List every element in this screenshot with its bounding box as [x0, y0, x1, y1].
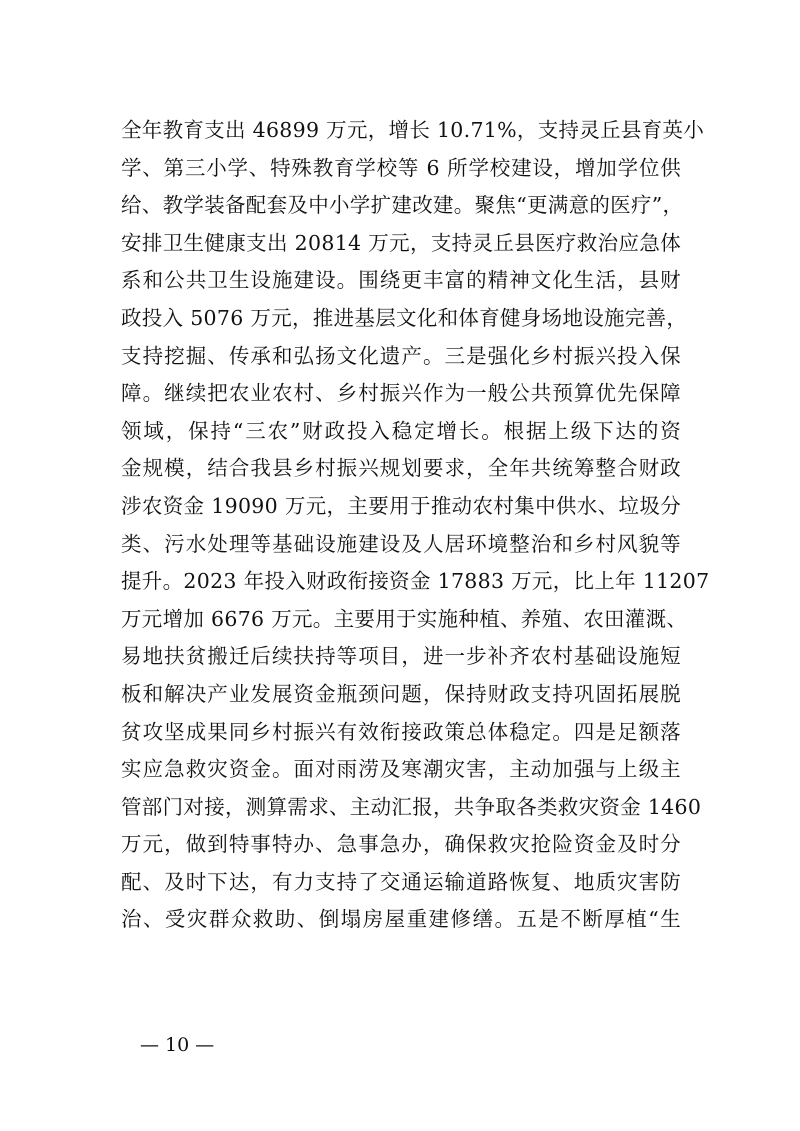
text-line: 全年教育支出 46899 万元，增长 10.71%，支持灵丘县育英小 — [121, 118, 705, 142]
text-line: 管部门对接，测算需求、主动汇报，共争取各类救灾资金 1460 — [121, 794, 702, 819]
text-line: 支持挖掘、传承和弘扬文化遗产。三是强化乡村振兴投入保 — [121, 343, 681, 368]
text-line: 类、污水处理等基础设施建设及人居环境整治和乡村风貌等 — [121, 531, 681, 556]
text-line: 板和解决产业发展资金瓶颈问题，保持财政支持巩固拓展脱 — [121, 681, 681, 706]
text-line: 万元，做到特事特办、急事急办，确保救灾抢险资金及时分 — [121, 832, 681, 857]
page-number: — 10 — — [140, 1034, 215, 1056]
text-line: 障。继续把农业农村、乡村振兴作为一般公共预算优先保障 — [121, 381, 681, 406]
text-line: 实应急救灾资金。面对雨涝及寒潮灾害，主动加强与上级主 — [121, 757, 681, 782]
text-line: 安排卫生健康支出 20814 万元，支持灵丘县医疗救治应急体 — [121, 230, 681, 255]
text-line: 万元增加 6676 万元。主要用于实施种植、养殖、农田灌溉、 — [121, 606, 688, 631]
text-line: 配、及时下达，有力支持了交通运输道路恢复、地质灾害防 — [121, 869, 681, 894]
text-line: 给、教学装备配套及中小学扩建改建。聚焦“更满意的医疗”， — [121, 193, 684, 218]
text-line: 易地扶贫搬迁后续扶持等项目，进一步补齐农村基础设施短 — [121, 644, 681, 669]
text-line: 治、受灾群众救助、倒塌房屋重建修缮。五是不断厚植“生 — [121, 907, 681, 932]
body-text — [121, 112, 710, 939]
text-line: 金规模，结合我县乡村振兴规划要求，全年共统筹整合财政 — [121, 456, 681, 481]
text-line: 学、第三小学、特殊教育学校等 6 所学校建设，增加学位供 — [121, 155, 681, 180]
text-line: 贫攻坚成果同乡村振兴有效衔接政策总体稳定。四是足额落 — [121, 719, 681, 744]
text-line: 涉农资金 19090 万元，主要用于推动农村集中供水、垃圾分 — [121, 493, 681, 518]
text-line: 系和公共卫生设施建设。围绕更丰富的精神文化生活，县财 — [121, 268, 681, 293]
text-line: 领域，保持“三农”财政投入稳定增长。根据上级下达的资 — [121, 418, 681, 443]
text-line: 政投入 5076 万元，推进基层文化和体育健身场地设施完善， — [121, 305, 688, 330]
text-line: 提升。2023 年投入财政衔接资金 17883 万元，比上年 11207 — [121, 569, 710, 594]
